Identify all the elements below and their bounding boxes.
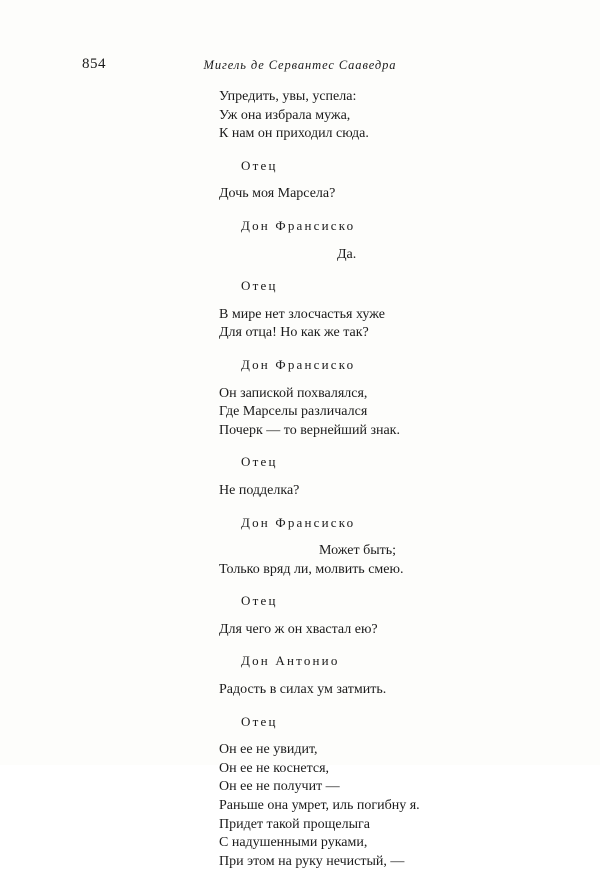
- verse-block: [219, 681, 549, 700]
- running-title: Мигель де Сервантес Сааведра: [203, 58, 397, 72]
- speaker-name: Дон Антонио: [241, 653, 340, 669]
- verse-line: При этом на руку нечистый, —: [219, 853, 405, 869]
- speaker-name: Дон Франсиско: [241, 514, 356, 530]
- verse-gap: [219, 343, 549, 356]
- verse-line: Да.: [337, 246, 357, 262]
- verse-gap: [219, 639, 549, 652]
- verse-block: [219, 741, 549, 871]
- verse-line: Для отца! Но как же так?: [219, 325, 369, 341]
- speaker-name: Отец: [241, 157, 278, 173]
- verse-block: [219, 385, 549, 441]
- verse-gap: [219, 472, 549, 482]
- speaker-name: Отец: [241, 454, 278, 470]
- verse-gap: [219, 501, 549, 514]
- verse-gap: [219, 611, 549, 621]
- speaker-name: Дон Франсиско: [241, 356, 356, 372]
- page-number: 854: [82, 56, 106, 72]
- verse-block: [219, 621, 549, 640]
- verse-line: Раньше она умрет, иль погибну я.: [219, 798, 420, 814]
- verse-gap: [219, 440, 549, 453]
- speaker-name: Отец: [241, 713, 278, 729]
- speaker-name: Отец: [241, 278, 278, 294]
- speaker-name: Дон Франсиско: [241, 217, 356, 233]
- verse-block: [219, 246, 549, 265]
- verse-gap: [219, 700, 549, 713]
- verse-block: [219, 185, 549, 204]
- verse-gap: [219, 264, 549, 277]
- page-header: [0, 56, 600, 78]
- verse-block: [219, 482, 549, 501]
- verse-line: Только вряд ли, молвить смею.: [219, 561, 404, 577]
- verse-block: [219, 88, 549, 144]
- verse-line: Дочь моя Марсела?: [219, 186, 336, 202]
- verse-line: Он запиской похвалялся,: [219, 385, 368, 401]
- verse-line: Придет такой прощелыга: [219, 816, 370, 832]
- verse-line: Для чего ж он хвастал ею?: [219, 621, 378, 637]
- verse-line: В мире нет злосчастья хуже: [219, 306, 385, 322]
- verse-block: [219, 561, 549, 580]
- verse-gap: [219, 175, 549, 185]
- verse-line: Он ее не получит —: [219, 779, 340, 795]
- verse-line: Почерк — то вернейший знак.: [219, 422, 400, 438]
- verse-gap: [219, 532, 549, 542]
- verse-gap: [219, 375, 549, 385]
- verse-line: С надушенными руками,: [219, 835, 368, 851]
- verse-block: [219, 542, 549, 561]
- verse-line: Не подделка?: [219, 482, 300, 498]
- verse-gap: [219, 579, 549, 592]
- verse-gap: [219, 731, 549, 741]
- speaker-name: Отец: [241, 593, 278, 609]
- verse-line: Уж она избрала мужа,: [219, 107, 351, 123]
- verse-line: К нам он приходил сюда.: [219, 126, 369, 142]
- verse-gap: [219, 144, 549, 157]
- verse-gap: [219, 671, 549, 681]
- verse-gap: [219, 204, 549, 217]
- verse-line: Радость в силах ум затмить.: [219, 682, 387, 698]
- verse-line: Может быть;: [319, 543, 396, 559]
- page-body: [219, 88, 549, 871]
- verse-line: Где Марселы различался: [219, 404, 368, 420]
- verse-line: Упредить, увы, успела:: [219, 89, 357, 104]
- verse-gap: [219, 236, 549, 246]
- verse-line: Он ее не коснется,: [219, 760, 330, 776]
- verse-line: Он ее не увидит,: [219, 742, 318, 758]
- verse-gap: [219, 296, 549, 306]
- verse-block: [219, 306, 549, 343]
